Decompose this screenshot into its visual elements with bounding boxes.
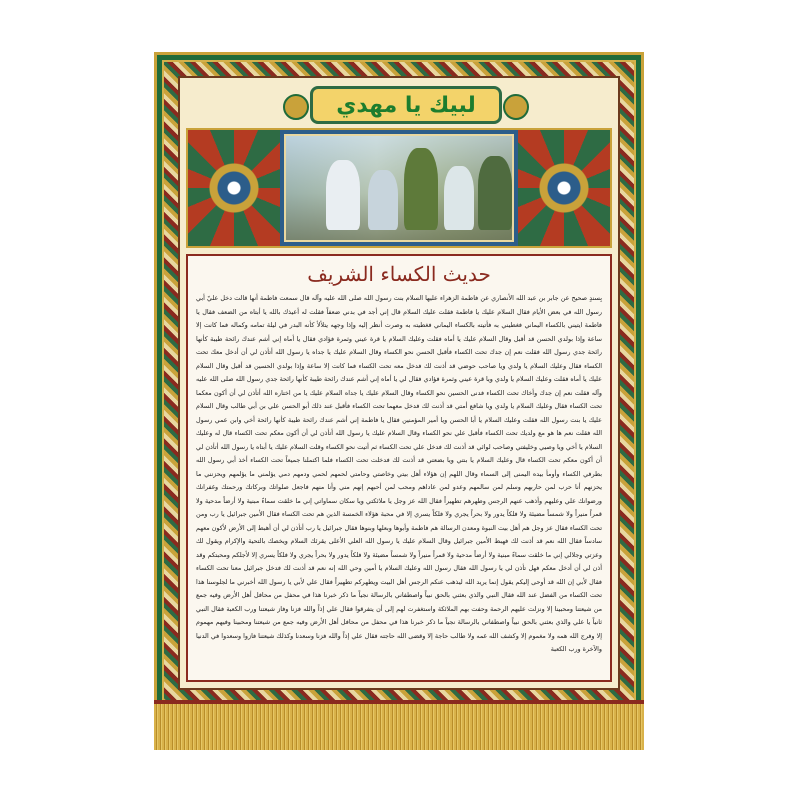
gold-fringe [154, 704, 644, 750]
title-plaque [310, 86, 502, 124]
calligraphy-seal-icon [503, 94, 529, 120]
figure [444, 166, 474, 230]
painting-image [284, 134, 514, 242]
figure [404, 148, 438, 230]
ornamental-border [162, 60, 636, 706]
figure [478, 156, 512, 230]
hadith-title: حديث الكساء الشريف [307, 262, 491, 286]
calligraphy-seal-icon [283, 94, 309, 120]
inner-frame [178, 76, 620, 690]
hadith-banner [154, 52, 644, 724]
figure [326, 160, 360, 230]
hadith-body: بِسندٍ صحيح عن جابر بن عبد الله الأنصاري عن فاطمة الزهراء عليها السلام بنت رسول الله صلى الله عليه وآله قال سمعت فاطمة أنها قالت دخل عليّ أبي رسول الله في بعض الأيام فقال السلام عليك يا فاطمة فقلت عليك السلام قال إني أجد في بدني ضعفاً فقلت له أعيذك بالله يا أبتاه من الضعف فقال يا فاطمة ايتيني بالكساء اليماني فغطيني به فأتيته بالكساء اليماني فغطيته به وصرت أنظر إليه وإذا وجهه يتلألأ كأنه البدر في ليلة تمامه وكماله فما كانت إلا ساعة وإذا بولدي الحسن قد أقبل وقال السلام عليك يا أماه فقلت وعليك السلام يا قرة عيني وثمرة فؤادي فقال يا أماه إني أشم عندك رائحة طيبة كأنها رائحة جدي رسول الله فقلت نعم إن جدك تحت الكساء فأقبل الحسن نحو الكساء وقال السلام عليك يا جداه يا رسول الله أتأذن لي أن أدخل معك تحت الكساء فقال وعليك السلام يا ولدي ويا صاحب حوضي قد أذنت لك فدخل معه تحت الكساء فما كانت إلا ساعة وإذا بولدي الحسين قد أقبل وقال السلام عليك يا أماه فقلت وعليك السلام يا ولدي ويا قرة عيني وثمرة فؤادي فقال لي يا أماه إني أشم عندك رائحة طيبة كأنها رائحة جدي رسول الله صلى الله عليه وآله فقلت نعم إن جدك وأخاك تحت الكساء فدنى الحسين نحو الكساء وقال السلام عليك يا جداه السلام عليك يا من اختاره الله أتأذن لي أن أكون معكما تحت الكساء فقال وعليك السلام يا ولدي ويا شافع أمتي قد أذنت لك فدخل معهما تحت الكساء فأقبل عند ذلك أبو الحسن علي بن أبي طالب وقال السلام عليك يا بنت رسول الله فقلت وعليك السلام يا أبا الحسن ويا أمير المؤمنين فقال يا فاطمة إني أشم عندك رائحة طيبة كأنها رائحة أخي وابن عمي رسول الله فقلت نعم ها هو مع ولديك تحت الكساء فأقبل علي نحو الكساء وقال السلام عليك يا رسول الله أتأذن لي أن أكون معكم تحت الكساء قال له وعليك السلام يا أخي ويا وصيي وخليفتي وصاحب لوائي قد أذنت لك فدخل علي تحت الكساء ثم أتيت نحو الكساء وقلت السلام عليك يا أبتاه يا رسول الله أتأذن لي أن أكون معكم تحت الكساء قال وعليك السلام يا بنتي ويا بضعتي قد أذنت لك فدخلت تحت الكساء فلما اكتملنا جميعاً تحت الكساء أخذ أبي رسول الله بطرفي الكساء وأومأ بيده اليمنى إلى السماء وقال اللهم إن هؤلاء أهل بيتي وخاصتي وحامتي لحمهم لحمي ودمهم دمي يؤلمني ما يؤلمهم ويحزنني ما يحزنهم أنا حرب لمن حاربهم وسلم لمن سالمهم وعدو لمن عاداهم ومحب لمن أحبهم إنهم مني وأنا منهم فاجعل صلواتك وبركاتك ورحمتك وغفرانك ورضوانك علي وعليهم وأذهب عنهم الرجس وطهرهم تطهيراً فقال الله عز وجل يا ملائكتي ويا سكان سماواتي إني ما خلقت سماءً مبنية ولا أرضاً مدحية ولا قمراً منيراً ولا شمساً مضيئة ولا فلكاً يدور ولا بحراً يجري ولا فلكاً يسري إلا في محبة هؤلاء الخمسة الذين هم تحت الكساء فقال الأمين جبرائيل يا رب ومن تحت الكساء فقال عز وجل هم أهل بيت النبوة ومعدن الرسالة هم فاطمة وأبوها وبعلها وبنوها فقال جبرائيل يا رب أتأذن لي أن أهبط إلى الأرض لأكون معهم سادساً فقال الله نعم قد أذنت لك فهبط الأمين جبرائيل وقال السلام عليك يا رسول الله العلي الأعلى يقرئك السلام ويخصك بالتحية والإكرام ويقول لك وعزتي وجلالي إني ما خلقت سماءً مبنية ولا أرضاً مدحية ولا قمراً منيراً ولا شمساً مضيئة ولا فلكاً يدور ولا بحراً يجري ولا فلكاً يسري إلا لأجلكم ومحبتكم وقد أذن لي أن أدخل معكم فهل تأذن لي يا رسول الله فقال رسول الله وعليك السلام يا أمين وحي الله إنه نعم قد أذنت لك فدخل جبرائيل معنا تحت الكساء فقال لأبي إن الله قد أوحى إليكم يقول إنما يريد الله ليذهب عنكم الرجس أهل البيت ويطهركم تطهيراً فقال علي لأبي يا رسول الله أخبرني ما لجلوسنا هذا تحت الكساء من الفضل عند الله فقال النبي والذي بعثني بالحق نبياً واصطفاني بالرسالة نجياً ما ذكر خبرنا هذا في محفل من محافل أهل الأرض وفيه جمع من شيعتنا ومحبينا إلا ونزلت عليهم الرحمة وحفت بهم الملائكة واستغفرت لهم إلى أن يتفرقوا فقال علي إذاً والله فزنا وفاز شيعتنا ورب الكعبة فقال النبي ثانياً يا علي والذي بعثني بالحق نبياً واصطفاني بالرسالة نجياً ما ذكر خبرنا هذا في محفل من محافل أهل الأرض وفيه جمع من شيعتنا ومحبينا وفيهم مهموم إلا وفرج الله همه ولا مغموم إلا وكشف الله غمه ولا طالب حاجة إلا وقضى الله حاجته فقال علي إذاً والله فزنا وسعدنا وكذلك شيعتنا فازوا وسعدوا في الدنيا والآخرة ورب الكعبة [196, 294, 602, 653]
figure [368, 170, 398, 230]
geometric-ornament-icon [188, 130, 280, 246]
geometric-ornament-icon [518, 130, 610, 246]
hadith-text-area [186, 254, 612, 682]
banner-title: لبيك يا مهدي [336, 92, 476, 118]
illustration-panel [186, 128, 612, 248]
